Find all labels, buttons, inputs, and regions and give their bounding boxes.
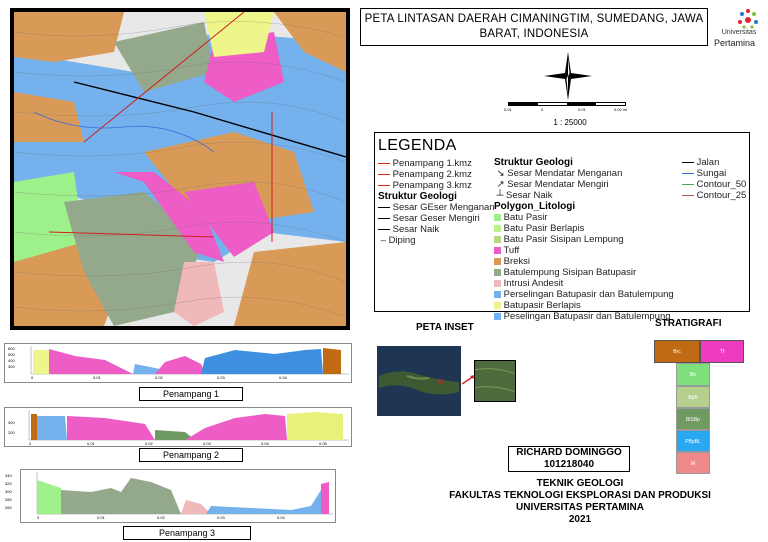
legend-polygon-label: Batulempung Sisipan Batupasir — [503, 267, 637, 278]
legend-heading-struktur-b: Struktur Geologi — [494, 157, 573, 168]
legend-item-penampang-3: Penampang 3.kmz — [378, 180, 495, 191]
legend-item-sesar-mendatar-mengiri: ↗ Sesar Mendatar Mengiri — [494, 179, 609, 190]
legend-item-sesar-naik-b: ┴ Sesar Naik — [494, 190, 553, 201]
legend-item-sesar-geser-menganan: Sesar GEser Menganan — [378, 202, 495, 213]
institution-line-3: UNIVERSITAS PERTAMINA — [516, 502, 644, 513]
strat-unit-blsbp: BlSBp — [676, 408, 710, 430]
profile-1-chart — [5, 344, 351, 382]
strat-unit-ia: IA — [676, 452, 710, 474]
profile-3-label: Penampang 3 — [123, 526, 251, 540]
legend-item-jalan: Jalan — [682, 157, 746, 168]
legend-item-penampang-2: Penampang 2.kmz — [378, 169, 495, 180]
legend-heading-polygon: Polygon_Litologi — [494, 201, 576, 212]
inset-map-overview — [377, 346, 461, 416]
legend-polygon-list — [494, 212, 674, 322]
legend-item-polygon — [494, 278, 674, 289]
legend-item-polygon — [494, 256, 674, 267]
legend-polygon-label: Breksi — [503, 256, 531, 267]
legend-item-sesar-mendatar-menganan: ↘ Sesar Mendatar Menganan — [494, 168, 623, 179]
profile-3-chart — [21, 470, 335, 522]
legend-polygon-label: Batu Pasir — [503, 212, 548, 223]
legend-swatch — [494, 302, 501, 309]
strat-unit-tf: Tf — [700, 340, 744, 363]
strat-unit-brc: Brc — [654, 340, 700, 363]
legend-heading-struktur-a: Struktur Geologi — [378, 191, 457, 202]
legend-swatch — [494, 258, 501, 265]
legend-swatch — [494, 236, 501, 243]
map-canvas — [14, 12, 346, 326]
scale-tick: 0.01 — [578, 107, 586, 112]
profile-1-label: Penampang 1 — [139, 387, 243, 401]
institution-line-1: TEKNIK GEOLOGI — [536, 478, 624, 489]
legend-column-1 — [378, 158, 495, 246]
institution-line-4: 2021 — [568, 514, 592, 525]
profile-2: 300 200 0 0.01 0.02 0.03 0.04 0.05 — [4, 407, 352, 447]
strat-unit-bp: Bp — [676, 363, 710, 386]
map-polygon-batupasir-berlapis — [204, 12, 274, 57]
logo-line2: Pertamina — [714, 38, 756, 48]
legend-swatch — [494, 247, 501, 254]
legend-item-sesar-naik: Sesar Naik — [378, 224, 495, 235]
scale-tick: 0.02 mi — [614, 107, 628, 112]
legend-item-contour-50: Contour_50 — [682, 179, 746, 190]
legend-title: LEGENDA — [378, 137, 457, 154]
legend-polygon-label: Batupasir Berlapis — [503, 300, 581, 311]
profile-1: 600 500 400 300 0 0.01 0.02 0.03 0.04 — [4, 343, 352, 383]
legend-item-contour-25: Contour_25 — [682, 190, 746, 201]
profile-3-yticks: 340 320 300 280 260 — [5, 473, 12, 510]
legend-column-3 — [682, 157, 746, 201]
legend-item-polygon — [494, 300, 674, 311]
legend-column-2 — [494, 157, 674, 322]
strat-unit-pbpbl: PBpBL — [676, 430, 710, 452]
scale-tick: 0 — [541, 107, 544, 112]
legend-item-polygon — [494, 289, 674, 300]
logo-line1: Universitas — [721, 29, 757, 36]
legend-polygon-label: Batu Pasir Sisipan Lempung — [503, 234, 624, 245]
legend-item-polygon — [494, 267, 674, 278]
legend-item-polygon — [494, 311, 674, 322]
profile-2-yticks: 300 200 — [8, 420, 15, 435]
profile-1-yticks: 600 500 400 300 — [8, 346, 15, 369]
author-box — [508, 446, 630, 472]
inset-map-detail — [474, 360, 516, 402]
map-title — [360, 8, 708, 46]
legend-item-polygon — [494, 245, 674, 256]
institution-block — [400, 478, 760, 526]
legend-swatch — [494, 280, 501, 287]
legend-polygon-label: Batu Pasir Berlapis — [503, 223, 585, 234]
scale-tick: 0.01 — [504, 107, 512, 112]
legend-item-diping: – Diping — [378, 235, 416, 246]
legend-swatch — [494, 291, 501, 298]
legend-item-penampang-1: Penampang 1.kmz — [378, 158, 495, 169]
author-name: RICHARD DOMINGGO — [516, 447, 622, 458]
profile-2-chart — [5, 408, 351, 446]
scale-bar — [508, 102, 626, 106]
scale-ratio: 1 : 25000 — [553, 118, 587, 127]
profile-2-label: Penampang 2 — [139, 448, 243, 462]
peta-inset-title: PETA INSET — [416, 322, 474, 333]
map-title-text: PETA LINTASAN DAERAH CIMANINGTIM, SUMEDANG, JAWA BARAT, INDONESIA — [364, 13, 704, 40]
legend-item-sungai: Sungai — [682, 168, 746, 179]
profile-3: 340 320 300 280 260 0 0.01 0.02 0.03 0.04 — [20, 469, 336, 523]
institution-line-2: FAKULTAS TEKNOLOGI EKSPLORASI DAN PRODUKSI — [449, 490, 711, 501]
author-id: 101218040 — [543, 459, 595, 470]
legend-item-sesar-geser-mengiri: Sesar Geser Mengiri — [378, 213, 495, 224]
legend-item-polygon — [494, 212, 674, 223]
legend-polygon-label: Peselingan Batupasir dan Batulempung — [503, 311, 671, 322]
legend-swatch — [494, 225, 501, 232]
legend-swatch — [494, 269, 501, 276]
legend-swatch — [494, 313, 501, 320]
legend-item-polygon — [494, 234, 674, 245]
legend-polygon-label: Perselingan Batupasir dan Batulempung — [503, 289, 674, 300]
geologic-map — [10, 8, 350, 330]
legend-polygon-label: Tuff — [503, 245, 520, 256]
north-arrow-icon — [542, 50, 594, 102]
legend-polygon-label: Intrusi Andesit — [503, 278, 564, 289]
stratigrafi-title: STRATIGRAFI — [655, 318, 722, 329]
strat-unit-bpb: BpB — [676, 386, 710, 408]
legend-swatch — [494, 214, 501, 221]
legend-item-polygon — [494, 223, 674, 234]
